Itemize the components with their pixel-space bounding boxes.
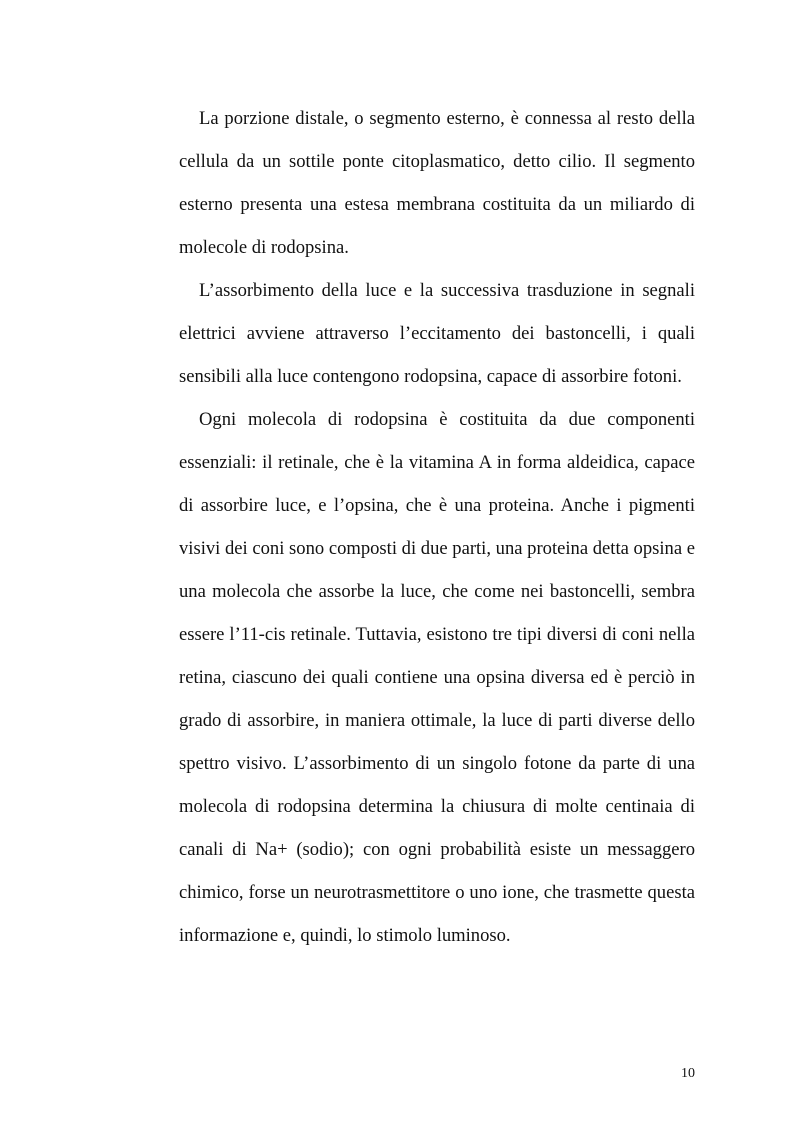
paragraph-rhodopsin-structure: Ogni molecola di rodopsina è costituita da due componenti essenziali: il retinale, che è la vitamina A in forma aldeidica, capace di assorbire luce, e l’opsina, che è una proteina. Anche i pigmenti visivi dei coni sono composti di due parti, una proteina detta opsina e una molecola che assorbe la luce, che come nei bastoncelli, sembra essere l’11-cis retinale. Tuttavia, esistono tre tipi diversi di coni nella retina, ciascuno dei quali contiene una opsina diversa ed è perciò in grado di assorbire, in maniera ottimale, la luce di parti diverse dello spettro visivo. L’assorbimento di un singolo fotone da parte di una molecola di rodopsina determina la chiusura di molte centinaia di canali di Na+ (sodio); con ogni probabilità esiste un messaggero chimico, forse un neurotrasmettitore o uno ione, che trasmette questa informazione e, quindi, lo stimolo luminoso. xyxy=(179,409,695,946)
paragraph-light-absorption: L’assorbimento della luce e la successiva trasduzione in segnali elettrici avviene attraverso l’eccitamento dei bastoncelli, i quali sensibili alla luce contengono rodopsina, capace di assorbire fotoni. xyxy=(179,280,695,387)
body-text xyxy=(179,97,695,957)
page-number: 10 xyxy=(681,1066,695,1081)
paragraph-outer-segment: La porzione distale, o segmento esterno, è connessa al resto della cellula da un sottile ponte citoplasmatico, detto cilio. Il segmento esterno presenta una estesa membrana costituita da un miliardo di molecole di rodopsina. xyxy=(179,108,695,258)
